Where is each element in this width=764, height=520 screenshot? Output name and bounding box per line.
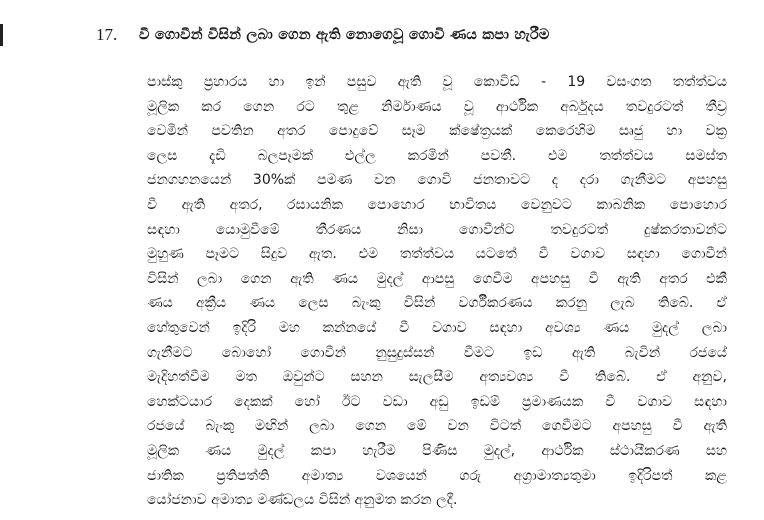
decision-paragraph	[147, 70, 727, 513]
paragraph-line: ලෙස දැඩි බලපෑමක් එල්ල කරමින් පවතී. එම තත්ත්වය සමස්ත	[147, 147, 727, 164]
paragraph-line: හේතුවෙන් ඉදිරි මහ කන්නයේ වී වගාව සඳහා අවශ්‍ය ණය මුදල් ලබා	[147, 319, 727, 336]
paragraph-line: වී ඇති අතර, රසායනික පොහොර භාවිතය වෙනුවට කාබනික පොහොර	[147, 196, 727, 213]
paragraph-line: මැදිහත්වීම මත ඔවුන්ට සහන සැලසීම අත්‍යවශ්‍ය වී තිබේ. ඒ අනුව,	[147, 369, 727, 386]
decision-title: වී ගොවීන් විසින් ලබා ගෙන ඇති නොගෙවූ ගොවි ණය කපා හැරීම	[139, 27, 550, 43]
paragraph-line: ණය අක්‍රීය ණය ලෙස බැංකු විසින් වර්ගීකරණය කරනු ලැබ තිබේ. ඒ	[147, 295, 727, 312]
paragraph-line: මූලික කර ගෙන රට තුළ නිර්මාණය වූ ආර්ථික අර්බුදය තවදුරටත් තීව්‍ර	[147, 98, 727, 115]
paragraph-line: මුහුණ පෑමට සිදුව ඇත. එම තත්ත්වය යටතේ වී වගාව සඳහා ගොවීන්	[147, 246, 727, 263]
decision-heading	[96, 22, 736, 48]
paragraph-line: පාස්කු ප්‍රහාරය හා ඉන් පසුව ඇති වූ කොවිඩ් - 19 වසංගත තත්ත්වය	[147, 74, 727, 90]
paragraph-line: සඳහා යොමුවීමේ තීරණය නිසා ගොවීන්ට තවදුරටත් දුෂ්කරතාවන්ට	[147, 221, 727, 238]
paragraph-line: හෙක්ටයාර දෙකක් හෝ ඊට වඩා අඩු ඉඩම් ප්‍රමාණයක වී වගාව සඳහා	[147, 393, 727, 410]
paragraph-line: රජයේ බැංකු මඟින් ලබා ගෙන මේ වන විටත් ගෙවීමට අපහසු වී ඇති	[147, 418, 727, 435]
paragraph-line: වෙමින් පවතින අතර පොදුවේ සෑම ක්ෂේත්‍රයක් කෙරෙහිම සෘජු හා වක්‍ර	[147, 123, 727, 140]
paragraph-line: මූලික ණය මුදල් කපා හැරීම පිණිස මුදල්, ආර්ථික ස්ථායීකරණ සහ	[147, 442, 727, 459]
paragraph-line: ගැනීමට බොහෝ ගොවීන් නුසුදුස්සන් වීමට ඉඩ ඇති බැවින් රජයේ	[147, 344, 727, 361]
page-edge-mark	[0, 24, 3, 46]
paragraph-line: යෝජනාව අමාත්‍ය මණ්ඩලය විසින් අනුමත කරන ලදී.	[147, 492, 458, 509]
paragraph-line: ජාතික ප්‍රතිපත්ති අමාත්‍ය වශයෙන් ගරු අග්‍රාමාත්‍යතුමා ඉදිරිපත් කළ	[147, 467, 727, 484]
paragraph-line: ජනගහනයෙන් 30%ක් පමණ වන ගොවි ජනතාවට ද දරා ගැනීමට අපහසු	[147, 172, 727, 189]
decision-number: 17.	[96, 25, 118, 44]
paragraph-line: විසින් ලබා ගෙන ඇති ණය මුදල් ආපසු ගෙවීම අපහසු වී ඇති අතර එකී	[147, 270, 727, 287]
